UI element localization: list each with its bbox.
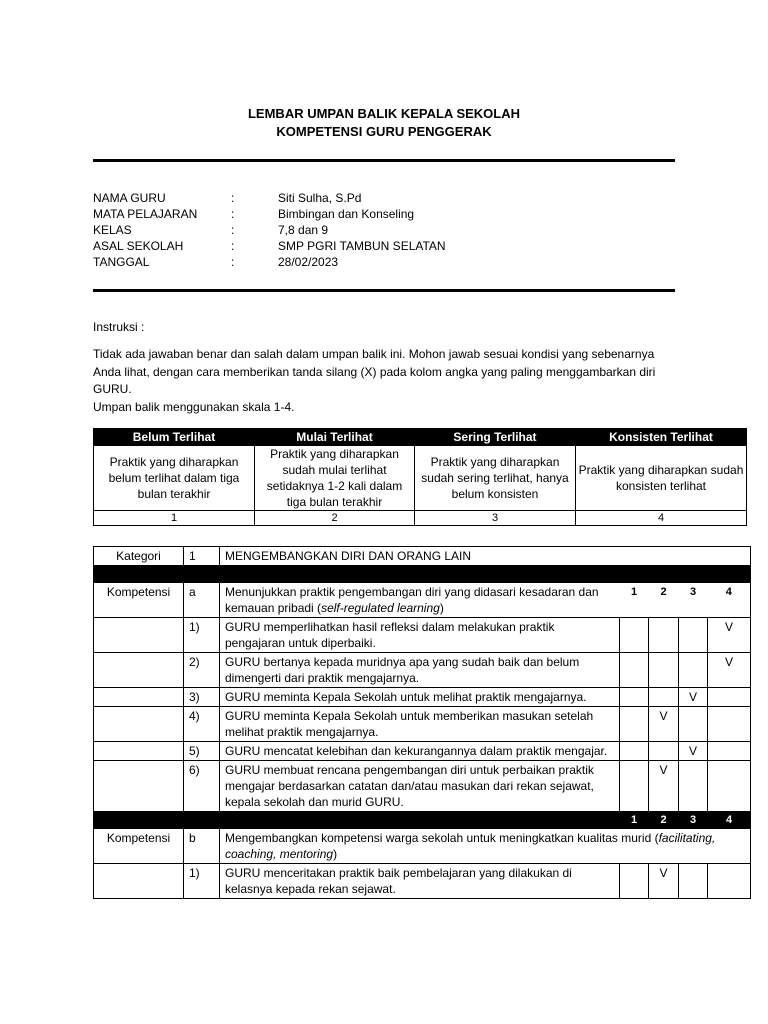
- scale-number-2: 2: [255, 511, 415, 526]
- scale-header-1: Belum Terlihat: [94, 429, 255, 446]
- scale-description-1: Praktik yang diharapkan belum terlihat dalam tiga bulan terakhir: [94, 446, 255, 511]
- indicator-row: [94, 742, 751, 761]
- score-cell-3[interactable]: V: [679, 688, 708, 707]
- divider: [93, 289, 675, 292]
- scale-description-2: Praktik yang diharapkan sudah mulai terlihat setidaknya 1-2 kali dalam tiga bulan terakhir: [255, 446, 415, 511]
- score-cell-3[interactable]: [679, 653, 708, 688]
- score-header-4: 4: [708, 812, 751, 829]
- score-header-row: [94, 812, 751, 829]
- scale-header-4: Konsisten Terlihat: [576, 429, 747, 446]
- score-cell-1[interactable]: [620, 618, 649, 653]
- score-cell-4[interactable]: [708, 688, 751, 707]
- indicator-row: [94, 761, 751, 812]
- info-value: Siti Sulha, S.Pd: [278, 191, 362, 205]
- indicator-number: 2): [184, 653, 220, 688]
- scale-number-4: 4: [576, 511, 747, 526]
- indicator-text: GURU memperlihatkan hasil refleksi dalam melakukan praktik pengajaran untuk diperbaiki.: [220, 618, 620, 653]
- score-cell-3[interactable]: V: [679, 742, 708, 761]
- score-cell-4[interactable]: [708, 707, 751, 742]
- scale-header-2: Mulai Terlihat: [255, 429, 415, 446]
- indicator-blank: [94, 618, 184, 653]
- info-label: NAMA GURU: [93, 191, 166, 205]
- indicator-row: [94, 618, 751, 653]
- score-cell-2[interactable]: [649, 742, 679, 761]
- competency-b-row: [94, 829, 751, 864]
- info-value: SMP PGRI TAMBUN SELATAN: [278, 239, 446, 253]
- score-header-2: 2: [649, 812, 679, 829]
- score-cell-3[interactable]: [679, 864, 708, 899]
- competency-b-letter: b: [184, 829, 220, 864]
- indicator-blank: [94, 653, 184, 688]
- info-label: KELAS: [93, 223, 132, 237]
- indicator-number: 1): [184, 618, 220, 653]
- competency-b-text-end: ): [333, 847, 338, 861]
- instructions-text: [93, 346, 678, 416]
- teacher-info: [93, 190, 673, 270]
- score-cell-4[interactable]: V: [708, 653, 751, 688]
- info-row-school: [93, 238, 673, 254]
- indicator-text: GURU membuat rencana pengembangan diri untuk perbaikan praktik mengajar berdasarkan catatan dan/atau masukan dari rekan sejawat, kepala sekolah dan murid GURU.: [220, 761, 620, 812]
- score-header-1: 1: [620, 583, 649, 618]
- score-cell-4[interactable]: [708, 761, 751, 812]
- info-value: 28/02/2023: [278, 255, 339, 269]
- score-header-1: 1: [620, 812, 649, 829]
- competency-a-row: [94, 583, 751, 618]
- indicator-text: GURU bertanya kepada muridnya apa yang sudah baik dan belum dimengerti dari praktik mengajarnya.: [220, 653, 620, 688]
- indicator-blank: [94, 864, 184, 899]
- separator-row: [94, 566, 751, 583]
- separator-bar: [94, 566, 751, 583]
- score-header-bar: [94, 812, 620, 829]
- document-subtitle: KOMPETENSI GURU PENGGERAK: [276, 124, 492, 139]
- category-title: MENGEMBANGKAN DIRI DAN ORANG LAIN: [220, 547, 751, 566]
- score-cell-4[interactable]: [708, 742, 751, 761]
- score-cell-1[interactable]: [620, 688, 649, 707]
- indicator-blank: [94, 761, 184, 812]
- score-cell-1[interactable]: [620, 742, 649, 761]
- instructions-scale-note: Umpan balik menggunakan skala 1-4.: [93, 399, 295, 414]
- competency-a-text-end: ): [439, 601, 444, 615]
- score-cell-3[interactable]: [679, 761, 708, 812]
- score-header-3: 3: [679, 812, 708, 829]
- score-cell-2[interactable]: V: [649, 761, 679, 812]
- score-cell-2[interactable]: V: [649, 864, 679, 899]
- score-cell-1[interactable]: [620, 707, 649, 742]
- score-cell-4[interactable]: [708, 864, 751, 899]
- indicator-blank: [94, 707, 184, 742]
- info-label: MATA PELAJARAN: [93, 207, 198, 221]
- info-colon: :: [231, 239, 235, 253]
- indicator-text: GURU meminta Kepala Sekolah untuk memberikan masukan setelah melihat praktik mengajarnya.: [220, 707, 620, 742]
- info-value: 7,8 dan 9: [278, 223, 329, 237]
- score-cell-1[interactable]: [620, 761, 649, 812]
- info-label: ASAL SEKOLAH: [93, 239, 184, 253]
- info-row-class: [93, 222, 673, 238]
- score-cell-4[interactable]: V: [708, 618, 751, 653]
- competency-a-text: [220, 583, 620, 618]
- score-cell-2[interactable]: V: [649, 707, 679, 742]
- indicator-row: [94, 864, 751, 899]
- score-header-4: 4: [708, 583, 751, 618]
- info-row-name: [93, 190, 673, 206]
- document-title: LEMBAR UMPAN BALIK KEPALA SEKOLAH: [247, 106, 521, 121]
- indicator-text: GURU menceritakan praktik baik pembelajaran yang dilakukan di kelasnya kepada rekan sejawat.: [220, 864, 620, 899]
- scale-legend-table: [93, 428, 747, 526]
- info-colon: :: [231, 223, 235, 237]
- competency-b-text-italic: facilitating, coaching, mentoring: [225, 831, 716, 861]
- indicator-row: [94, 653, 751, 688]
- score-cell-2[interactable]: [649, 688, 679, 707]
- category-number: 1: [184, 547, 220, 566]
- info-value: Bimbingan dan Konseling: [278, 207, 415, 221]
- competency-b-text: [220, 829, 751, 864]
- score-cell-1[interactable]: [620, 653, 649, 688]
- indicator-number: 4): [184, 707, 220, 742]
- indicator-blank: [94, 688, 184, 707]
- category-label: Kategori: [94, 547, 184, 566]
- instructions-label: Instruksi :: [93, 320, 145, 334]
- score-cell-2[interactable]: [649, 653, 679, 688]
- competency-table: [93, 546, 751, 899]
- score-cell-2[interactable]: [649, 618, 679, 653]
- competency-b-text-main: Mengembangkan kompetensi warga sekolah untuk meningkatkan kualitas murid (: [225, 831, 659, 845]
- category-row: [94, 547, 751, 566]
- indicator-row: [94, 688, 751, 707]
- info-row-date: [93, 254, 673, 270]
- indicator-text: GURU meminta Kepala Sekolah untuk melihat praktik mengajarnya.: [220, 688, 620, 707]
- scale-number-3: 3: [415, 511, 576, 526]
- info-row-subject: [93, 206, 673, 222]
- score-header-3: 3: [679, 583, 708, 618]
- score-header-2: 2: [649, 583, 679, 618]
- indicator-blank: [94, 742, 184, 761]
- indicator-text: GURU mencatat kelebihan dan kekurangannya dalam praktik mengajar.: [220, 742, 620, 761]
- competency-a-text-italic: self-regulated learning: [321, 601, 440, 615]
- scale-header-3: Sering Terlihat: [415, 429, 576, 446]
- competency-a-label: Kompetensi: [94, 583, 184, 618]
- score-cell-1[interactable]: [620, 864, 649, 899]
- indicator-number: 1): [184, 864, 220, 899]
- indicator-number: 5): [184, 742, 220, 761]
- info-colon: :: [231, 207, 235, 221]
- competency-a-text-main: Menunjukkan praktik pengembangan diri yang didasari kesadaran dan kemauan pribadi (: [225, 585, 599, 615]
- divider: [93, 159, 675, 162]
- indicator-number: 6): [184, 761, 220, 812]
- info-colon: :: [231, 191, 235, 205]
- info-label: TANGGAL: [93, 255, 150, 269]
- scale-description-3: Praktik yang diharapkan sudah sering terlihat, hanya belum konsisten: [415, 446, 576, 511]
- scale-description-4: Praktik yang diharapkan sudah konsisten terlihat: [576, 446, 747, 511]
- competency-a-letter: a: [184, 583, 220, 618]
- score-cell-3[interactable]: [679, 707, 708, 742]
- indicator-row: [94, 707, 751, 742]
- score-cell-3[interactable]: [679, 618, 708, 653]
- competency-b-label: Kompetensi: [94, 829, 184, 864]
- info-colon: :: [231, 255, 235, 269]
- instructions-paragraph: Tidak ada jawaban benar dan salah dalam umpan balik ini. Mohon jawab sesuai kondisi yang sebenarnya Anda lihat, dengan cara memberikan tanda silang (X) pada kolom angka yang paling menggambarkan diri GURU.: [93, 347, 656, 396]
- indicator-number: 3): [184, 688, 220, 707]
- scale-number-1: 1: [94, 511, 255, 526]
